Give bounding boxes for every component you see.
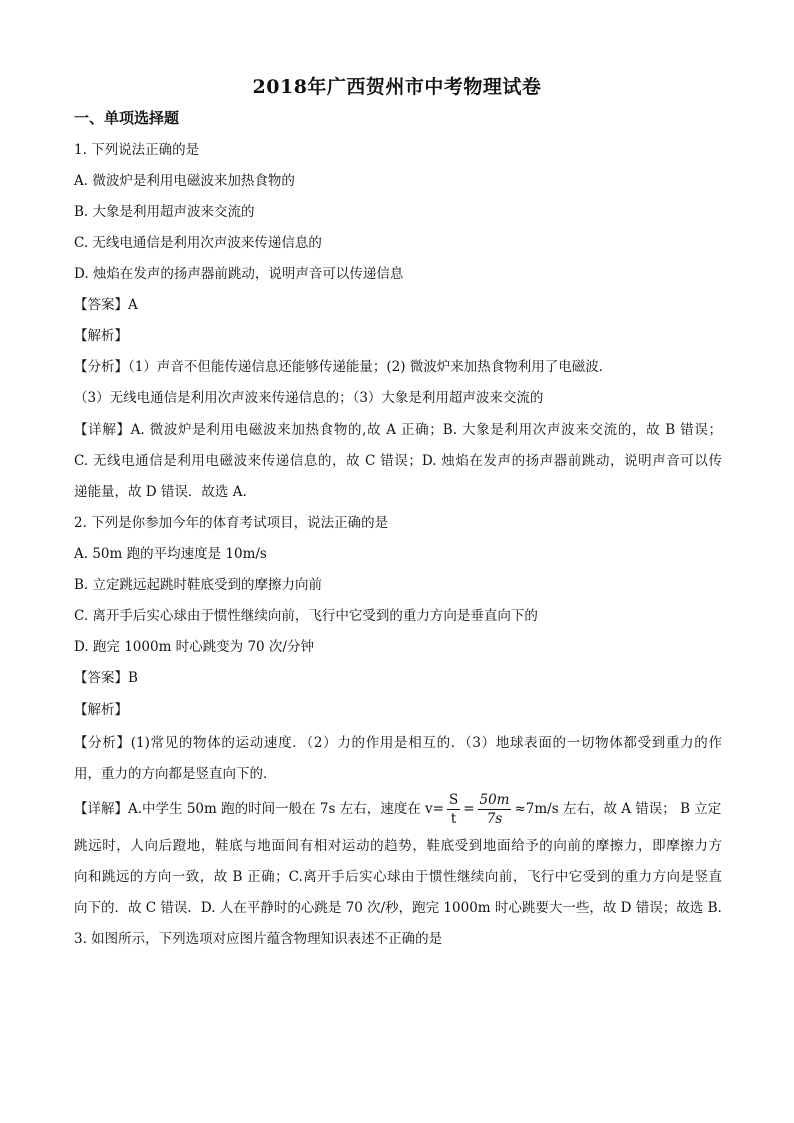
q1-option-a: A. 微波炉是利用电磁波来加热食物的 — [74, 173, 295, 189]
q2-detail-pre: 【详解】A.中学生 50m 跑的时间一般在 7s 左右，速度在 v= — [74, 801, 444, 817]
q1-option-c: C. 无线电通信是利用次声波来传递信息的 — [74, 235, 322, 251]
fraction-numerator: S — [448, 792, 459, 808]
q1-analysis-line-1: 【分析】（1）声音不但能传递信息还能够传递能量；(2) 微波炉来加热食物利用了电磁波． — [74, 359, 613, 375]
equals-sign: = — [463, 801, 475, 817]
q2-option-d: D. 跑完 1000m 时心跳变为 70 次/分钟 — [74, 639, 314, 655]
q1-option-b: B. 大象是利用超声波来交流的 — [74, 204, 255, 220]
q3-stem: 3. 如图所示，下列选项对应图片蕴含物理知识表述不正确的是 — [74, 931, 443, 947]
q2-detail-post: ≈7m/s 左右，故 A 错误； B 立定 — [514, 801, 722, 817]
q2-stem: 2. 下列是你参加今年的体育考试项目，说法正确的是 — [74, 515, 389, 531]
q1-detail-line-3: 递能量，故 D 错误．故选 A. — [74, 484, 247, 500]
speed-value-fraction — [478, 791, 512, 828]
q2-option-a: A. 50m 跑的平均速度是 10m/s — [74, 546, 267, 562]
fraction-numerator: 50m — [479, 792, 510, 808]
q1-answer: 【答案】A — [74, 297, 138, 313]
q1-detail-line-2: C. 无线电通信是利用电磁波来传递信息的，故 C 错误；D. 烛焰在发声的扬声器前跳动，说明声音可以传 — [74, 453, 722, 469]
q2-analysis-line-1: 【分析】(1)常见的物体的运动速度．（2）力的作用是相互的．（3）地球表面的一切物体都受到重力的作 — [74, 735, 722, 751]
fraction-denominator: 7s — [486, 811, 503, 827]
section-heading: 一、单项选择题 — [74, 109, 180, 127]
q1-stem: 1. 下列说法正确的是 — [74, 142, 200, 158]
q2-analysis-line-2: 用，重力的方向都是竖直向下的． — [74, 766, 277, 782]
q2-option-c: C. 离开手后实心球由于惯性继续向前，飞行中它受到的重力方向是垂直向下的 — [74, 608, 538, 624]
q2-detail-line-2: 跳远时，人向后蹬地，鞋底与地面间有相对运动的趋势，鞋底受到地面给予的向前的摩擦力，即摩擦力方 — [74, 838, 722, 854]
q1-analysis-line-2: （3）无线电通信是利用次声波来传递信息的；（3）大象是利用超声波来交流的 — [74, 390, 544, 406]
q2-answer: 【答案】B — [74, 670, 138, 686]
q2-option-b: B. 立定跳远起跳时鞋底受到的摩擦力向前 — [74, 577, 323, 593]
q2-detail-line-4: 向下的．故 C 错误．D. 人在平静时的心跳是 70 次/秒，跑完 1000m 时心跳要大一些，故 D 错误；故选 B. — [74, 900, 722, 916]
fraction-denominator: t — [450, 811, 457, 827]
q1-detail-line-1: 【详解】A. 微波炉是利用电磁波来加热食物的,故 A 正确；B. 大象是利用次声波来交流的，故 B 错误； — [74, 422, 722, 438]
q1-analysis-label: 【解析】 — [74, 328, 128, 344]
q2-detail-line-3: 向和跳远的方向一致，故 B 正确；C.离开手后实心球由于惯性继续向前，飞行中它受到的重力方向是竖直 — [74, 869, 722, 885]
page-title: 2018年广西贺州市中考物理试卷 — [252, 76, 542, 98]
q2-analysis-label: 【解析】 — [74, 702, 128, 718]
speed-formula-fraction — [447, 791, 460, 828]
q1-option-d: D. 烛焰在发声的扬声器前跳动，说明声音可以传递信息 — [74, 266, 404, 282]
q2-detail-line-1 — [74, 790, 721, 828]
